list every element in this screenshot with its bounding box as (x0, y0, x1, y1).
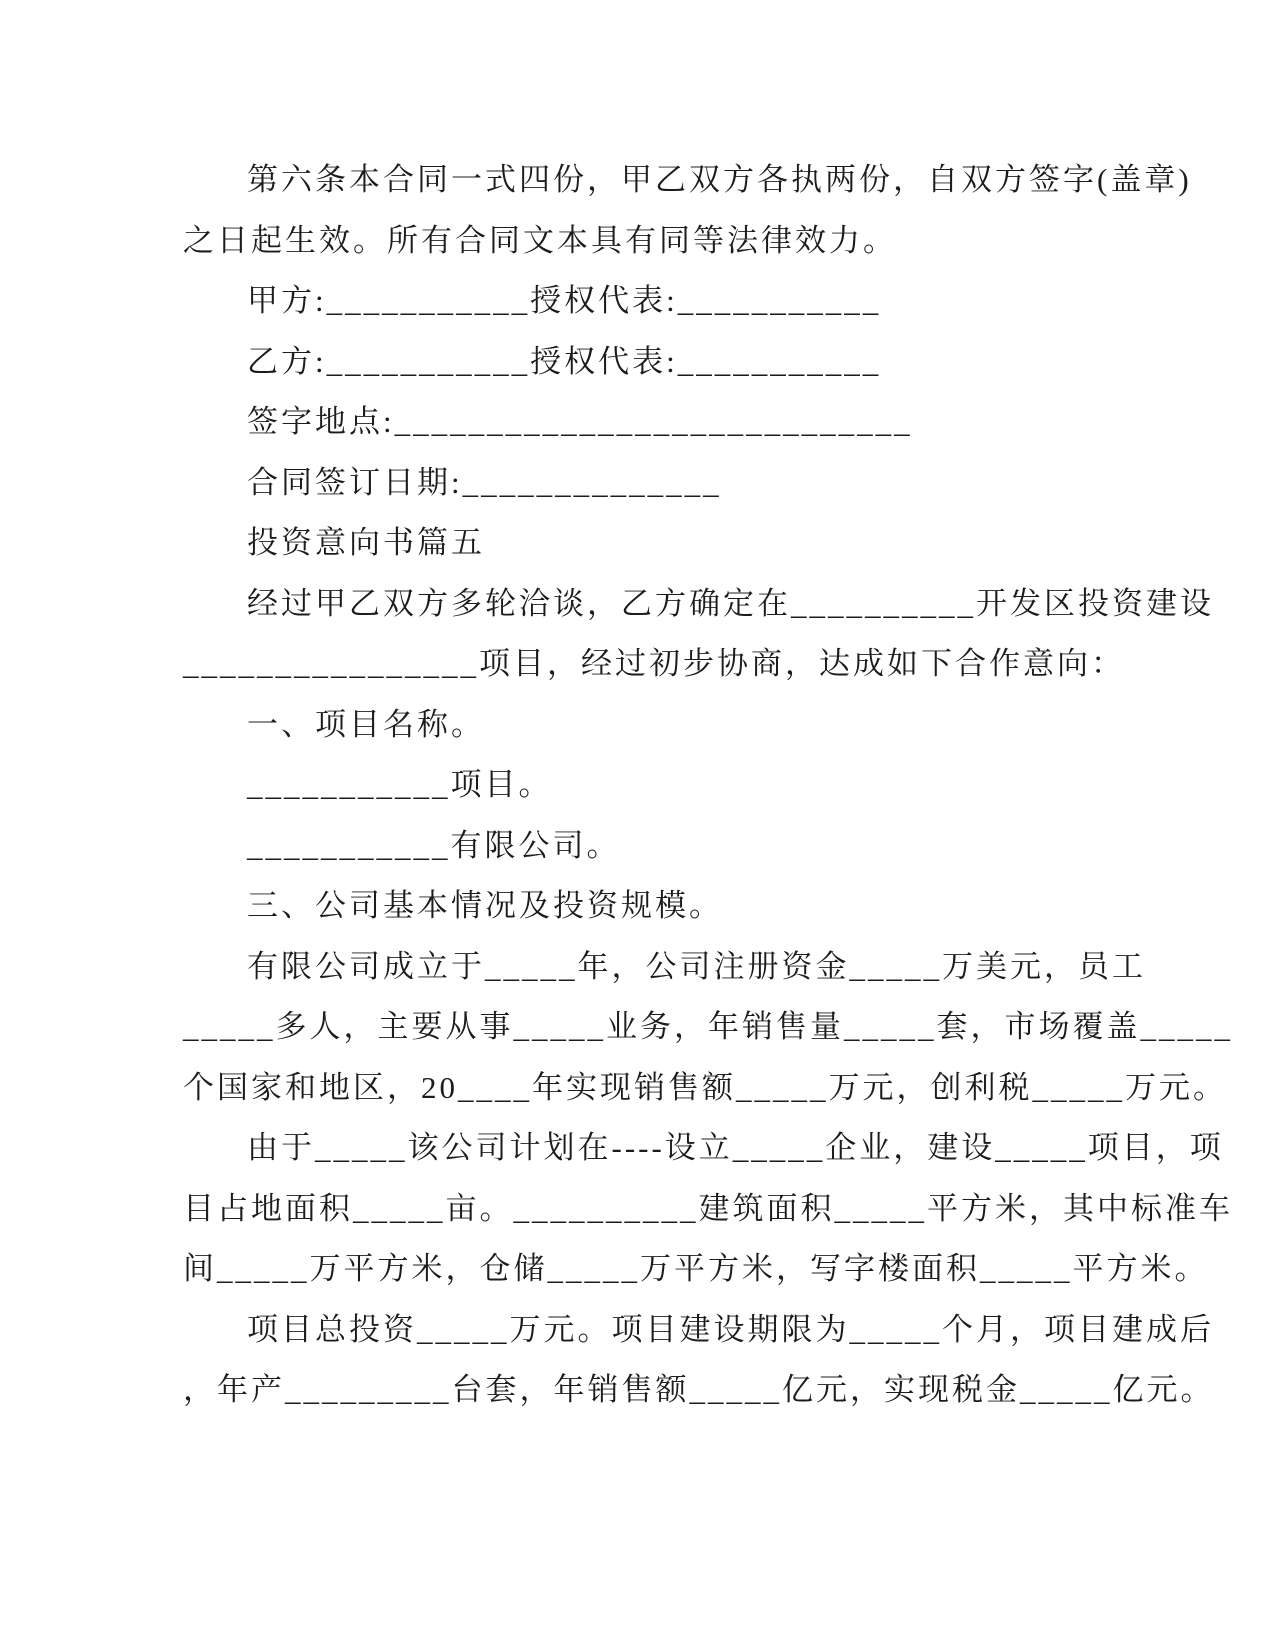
clause-six-line-2: 之日起生效。所有合同文本具有同等法律效力。 (183, 222, 897, 258)
section-three-heading: 三、公司基本情况及投资规模。 (247, 888, 723, 923)
signing-date-line: 合同签订日期:______________ (247, 464, 722, 500)
company-name-blank-line: ___________有限公司。 (247, 827, 621, 863)
project-name-blank-line: ___________项目。 (247, 767, 553, 802)
investment-total-line-1: 项目总投资_____万元。项目建设期限为_____个月，项目建成后 (247, 1311, 1214, 1347)
party-b-signature-line: 乙方:___________授权代表:___________ (247, 343, 882, 379)
investment-plan-line-2: 目占地面积_____亩。__________建筑面积_____平方米，其中标准车 (183, 1190, 1233, 1226)
investment-plan-line-1: 由于_____该公司计划在----设立_____企业，建设_____项目，项 (247, 1130, 1224, 1165)
company-profile-line-2: _____多人，主要从事_____业务，年销售量_____套，市场覆盖_____ (183, 1009, 1233, 1044)
intro-line-1: 经过甲乙双方多轮洽谈，乙方确定在__________开发区投资建设 (247, 585, 1214, 621)
company-profile-line-3: 个国家和地区，20____年实现销售额_____万元，创利税_____万元。 (183, 1069, 1227, 1105)
party-a-signature-line: 甲方:___________授权代表:___________ (247, 283, 882, 318)
signing-place-line: 签字地点:____________________________ (247, 404, 913, 439)
investment-total-line-2: ，年产_________台套，年销售额_____亿元，实现税金_____亿元。 (183, 1372, 1215, 1407)
investment-plan-line-3: 间_____万平方米，仓储_____万平方米，写字楼面积_____平方米。 (183, 1251, 1209, 1286)
intro-line-2: ________________项目，经过初步协商，达成如下合作意向： (183, 646, 1125, 681)
document-body (183, 150, 1233, 1421)
letter-five-heading: 投资意向书篇五 (247, 525, 485, 560)
clause-six-line-1: 第六条本合同一式四份，甲乙双方各执两份，自双方签字(盖章) (247, 162, 1192, 197)
section-one-heading: 一、项目名称。 (247, 706, 485, 742)
company-profile-line-1: 有限公司成立于_____年，公司注册资金_____万美元，员工 (247, 948, 1146, 984)
